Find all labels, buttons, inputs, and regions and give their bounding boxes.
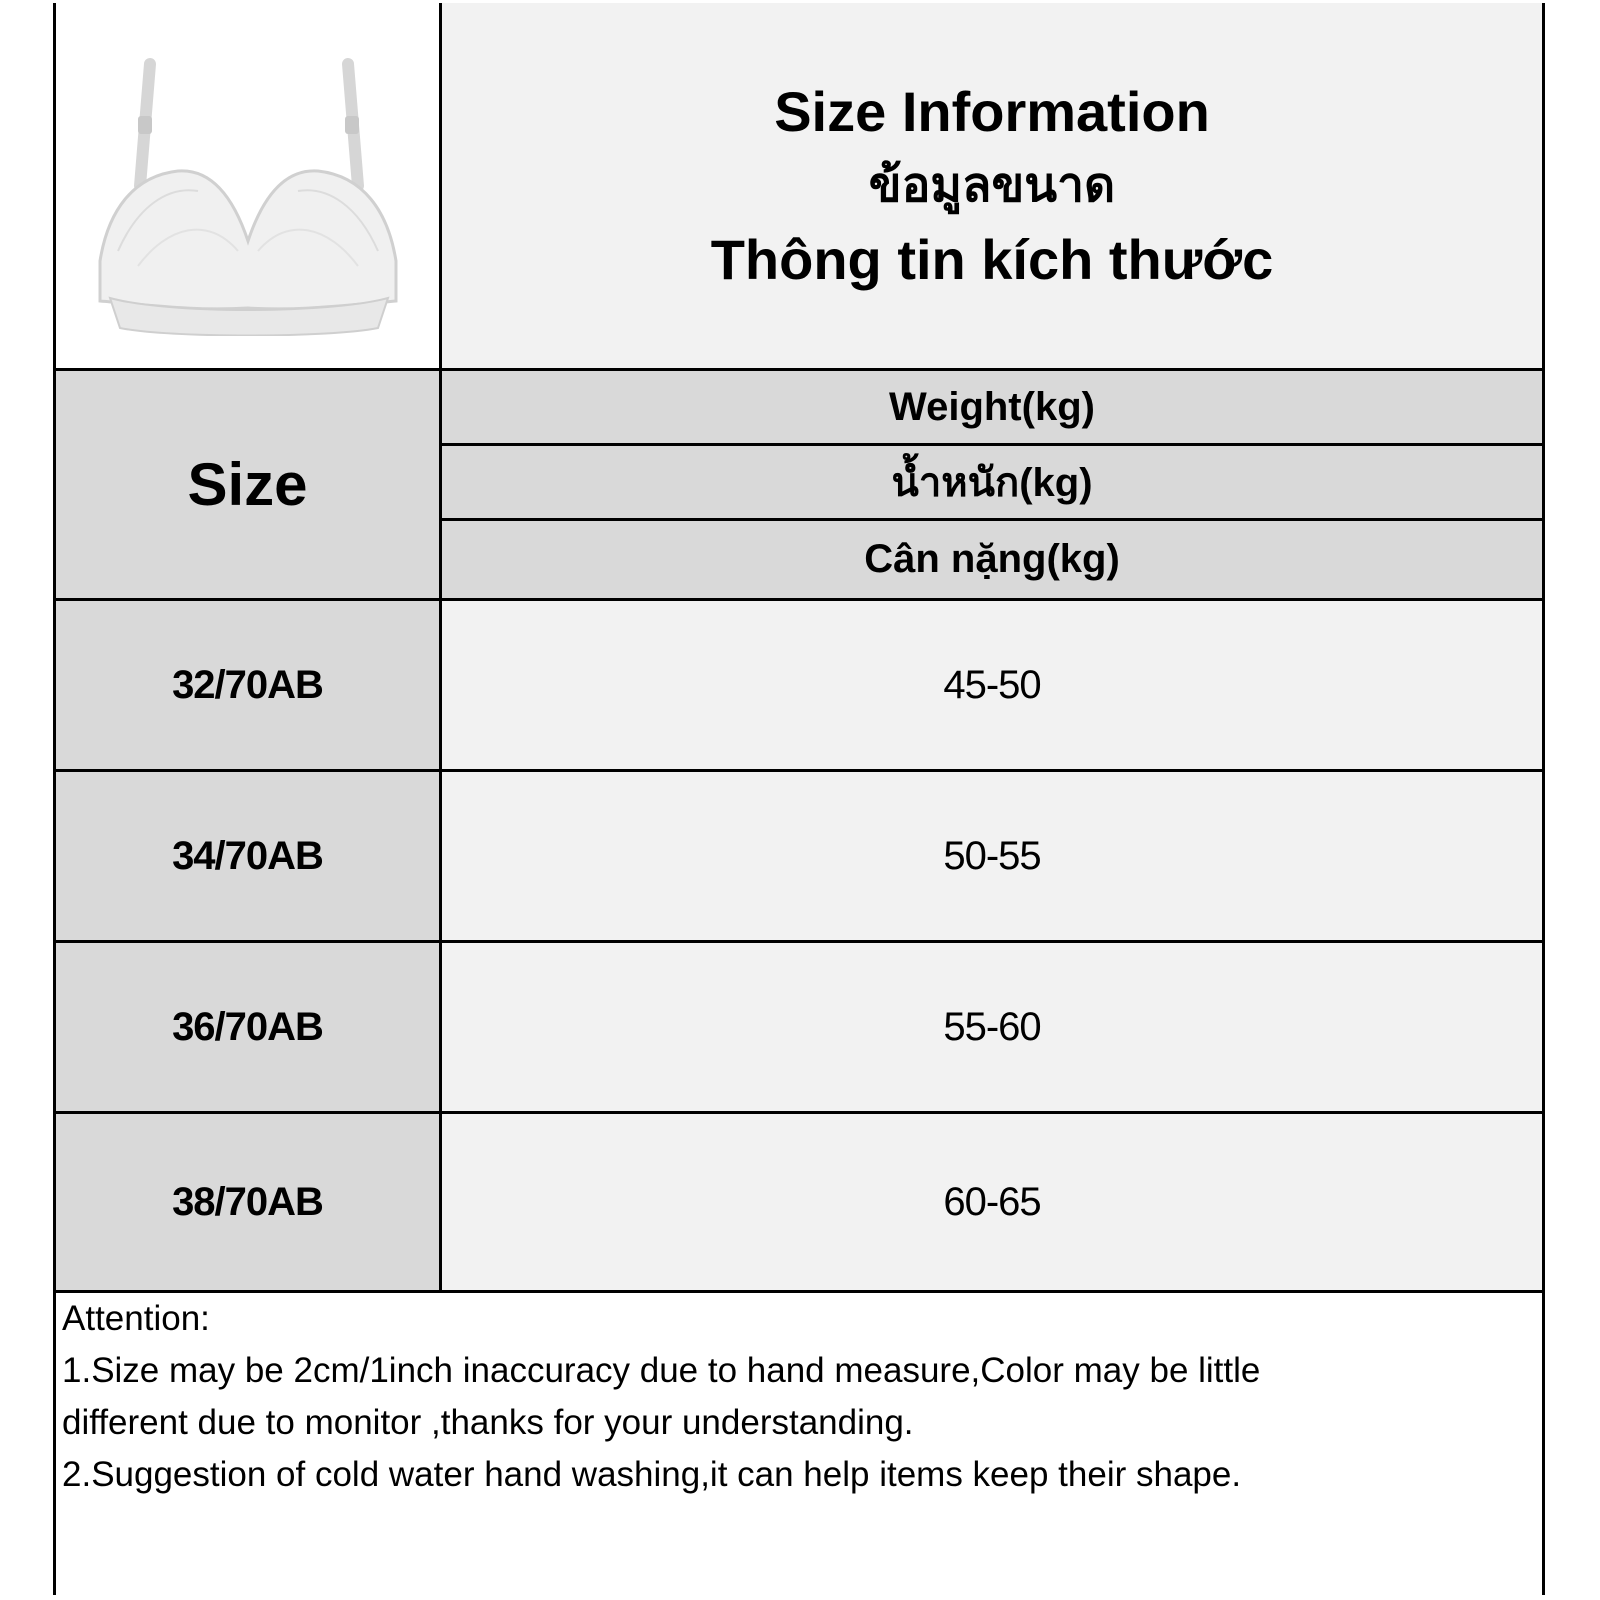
title-english: Size Information [774, 79, 1210, 143]
column-divider [439, 3, 442, 1290]
attention-notes [56, 1293, 1542, 1595]
notes-heading: Attention: [62, 1299, 210, 1338]
bra-icon [78, 36, 418, 336]
table-row-weight: 45-50 [442, 601, 1542, 769]
product-image [56, 3, 439, 368]
table-row-weight: 55-60 [442, 943, 1542, 1111]
notes-line: different due to monitor ,thanks for your understanding. [62, 1403, 914, 1442]
table-row-weight: 50-55 [442, 772, 1542, 940]
weight-header-english: Weight(kg) [442, 371, 1542, 443]
notes-line: 2.Suggestion of cold water hand washing,it can help items keep their shape. [62, 1455, 1242, 1494]
weight-header-thai: น้ำหนัก(kg) [442, 446, 1542, 518]
table-row-size: 32/70AB [56, 601, 439, 769]
weight-header-vietnamese: Cân nặng(kg) [442, 521, 1542, 598]
table-row-size: 38/70AB [56, 1114, 439, 1290]
table-row-size: 36/70AB [56, 943, 439, 1111]
table-row-size: 34/70AB [56, 772, 439, 940]
size-chart [53, 3, 1545, 1595]
title-thai: ข้อมูลขนาด [868, 158, 1116, 212]
title-block [442, 3, 1542, 368]
table-row-weight: 60-65 [442, 1114, 1542, 1290]
notes-line: 1.Size may be 2cm/1inch inaccuracy due to hand measure,Color may be little [62, 1351, 1261, 1390]
size-column-header: Size [56, 371, 439, 598]
title-vietnamese: Thông tin kích thước [710, 227, 1274, 291]
